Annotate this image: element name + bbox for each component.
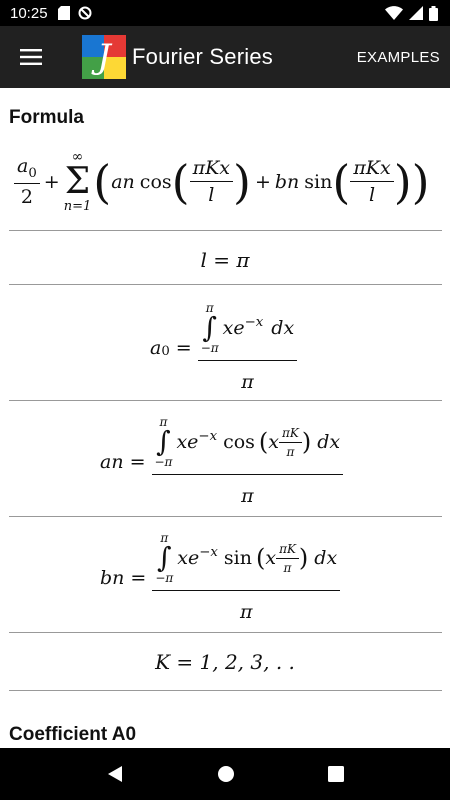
divider [9, 284, 442, 285]
examples-button[interactable]: EXAMPLES [356, 48, 440, 66]
an-formula: an = π ∫ −π xe $^{-x}$ cos ( x $\frac{\pi K}{\pi}$ ) dx π [100, 416, 343, 507]
series-formula: $\frac{a_0}{2}$ + ∞ Σ n=1 ( an cos ( $\frac{\text{πKx}}{l}$ ) + bn sin ( $\frac{\text{πKx}}{l}$ )) [14, 150, 444, 213]
coefficient-heading: Coefficient A0 [9, 724, 137, 745]
menu-button[interactable] [0, 26, 62, 88]
bn-formula: bn = π ∫ −π xe $^{-x}$ sin ( x $\frac{\pi K}{\pi}$ ) dx π [100, 532, 340, 623]
status-bar [0, 0, 450, 26]
sd-card-icon [58, 6, 70, 20]
divider [9, 230, 442, 231]
formula-content[interactable] [0, 88, 450, 748]
app-bar [0, 26, 450, 88]
a0-formula: a $_0$ = π ∫ −π xe $^{-x}$ dx π [150, 302, 297, 393]
divider [9, 516, 442, 517]
divider [9, 632, 442, 633]
divider [9, 690, 442, 691]
battery-icon [429, 6, 438, 21]
formula-heading: Formula [9, 107, 84, 128]
logo-letter: J [97, 37, 111, 77]
k-equation: K = 1, 2, 3, . . [155, 650, 295, 674]
a0-over-2: $\frac{a_0}{2}$ [14, 155, 40, 208]
home-icon[interactable] [217, 765, 235, 783]
wifi-icon [385, 6, 403, 20]
divider [9, 400, 442, 401]
app-title: Fourier Series [132, 44, 273, 69]
app-logo [82, 35, 126, 79]
navigation-bar [0, 748, 450, 800]
back-icon[interactable] [106, 765, 124, 783]
status-time: 10:25 [10, 4, 48, 22]
signal-icon [409, 6, 423, 20]
l-equation: l = π [200, 248, 250, 272]
summation: ∞ Σ n=1 [63, 149, 92, 214]
recents-icon[interactable] [328, 766, 344, 782]
hamburger-menu-icon [20, 49, 42, 65]
sync-icon [78, 6, 92, 20]
